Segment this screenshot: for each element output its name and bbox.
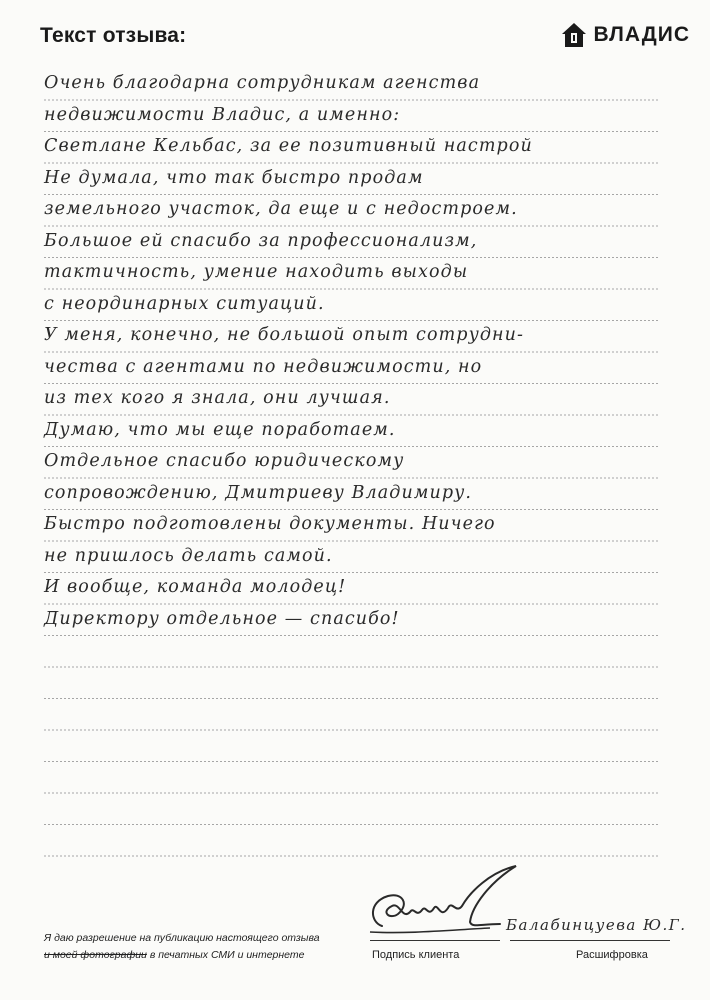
review-line: земельного участок, да еще и с недостроем. xyxy=(44,199,518,219)
decipher-line xyxy=(510,940,670,941)
consent-line-2 xyxy=(44,947,364,964)
review-line: Светлане Кельбас, за ее позитивный настрой xyxy=(44,136,533,156)
publication-consent xyxy=(44,930,364,964)
review-line: Не думала, что так быстро продам xyxy=(44,167,424,188)
form-title: Текст отзыва: xyxy=(40,24,187,47)
review-line: недвижимости Владис, а именно: xyxy=(44,104,401,125)
brand-logo xyxy=(561,22,690,48)
review-line: Думаю, что мы еще поработаем. xyxy=(44,419,396,440)
review-line: И вообще, команда молодец! xyxy=(44,577,347,597)
review-line: У меня, конечно, не большой опыт сотрудни- xyxy=(44,325,525,345)
review-line: Быстро подготовлены документы. Ничего xyxy=(44,514,496,534)
consent-struck-text: и моей фотографии xyxy=(44,949,147,961)
signature-line xyxy=(370,940,500,941)
client-signature xyxy=(340,862,530,942)
consent-rest-text: в печатных СМИ и интернете xyxy=(146,949,305,961)
review-line: сопровождению, Дмитриеву Владимиру. xyxy=(44,482,473,503)
review-line: не пришлось делать самой. xyxy=(44,545,333,566)
review-line: Отдельное спасибо юридическому xyxy=(44,451,405,471)
house-logo-icon xyxy=(561,22,587,48)
review-text xyxy=(44,68,674,635)
decipher-value: Балабинцуева Ю.Г. xyxy=(506,916,687,934)
consent-line-1: Я даю разрешение на публикацию настоящего отзыва xyxy=(44,932,320,944)
review-line: чества с агентами по недвижимости, но xyxy=(44,356,483,377)
decipher-label: Расшифровка xyxy=(576,949,648,961)
signature-label: Подпись клиента xyxy=(372,949,460,961)
review-line: Директору отдельное — спасибо! xyxy=(44,608,400,629)
review-line: Очень благодарна сотрудникам агенства xyxy=(44,73,481,93)
review-line: из тех кого я знала, они лучшая. xyxy=(44,388,391,408)
review-line: с неординарных ситуаций. xyxy=(44,293,325,314)
review-line: тактичность, умение находить выходы xyxy=(44,262,469,282)
brand-name: ВЛАДИС xyxy=(593,23,690,46)
review-line: Большое ей спасибо за профессионализм, xyxy=(44,230,478,251)
